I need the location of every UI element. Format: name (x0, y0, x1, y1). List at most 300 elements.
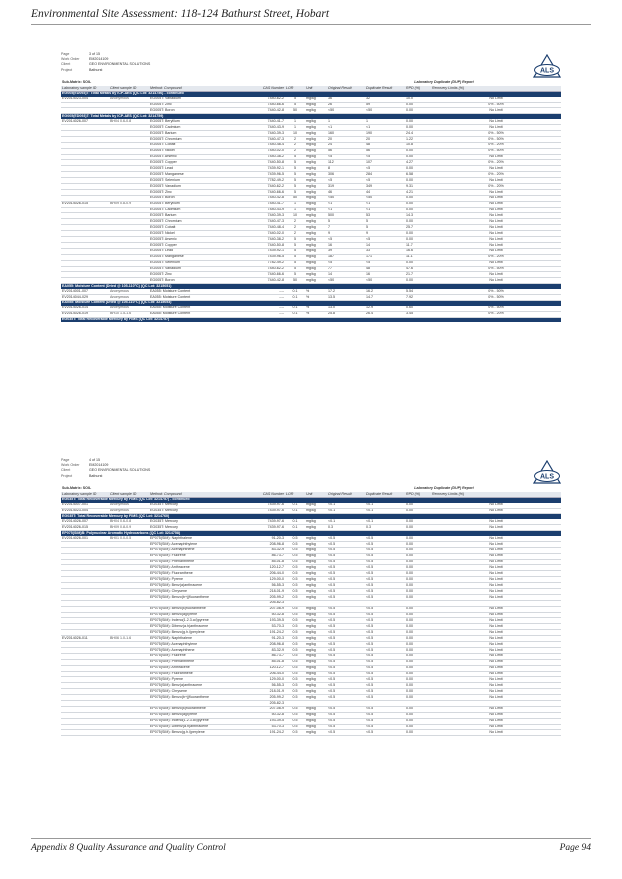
meta-value: EM2014109 (89, 463, 109, 468)
meta-key: Work Order (61, 463, 80, 468)
original-result: <0.5 (327, 642, 365, 648)
cas-number: 207-08-9 (235, 606, 285, 612)
lor: 0.5 (285, 565, 305, 571)
duplicate-report-heading: Laboratory Duplicate (DUP) Report (414, 80, 474, 84)
recovery-limits: No Limit (431, 577, 561, 583)
method-compound: EG035T: Mercury (149, 508, 235, 514)
lor: 0.5 (285, 594, 305, 600)
method-compound: EG035T: Mercury (149, 525, 235, 531)
recovery-limits: No Limit (431, 553, 561, 559)
recovery-limits: 0% - 20% (431, 184, 561, 190)
original-result: <0.5 (327, 636, 365, 642)
duplicate-result: <0.5 (365, 618, 405, 624)
cas-number: 53-70-3 (235, 624, 285, 630)
unit: mg/kg (305, 102, 327, 108)
client-sample-id (109, 730, 149, 736)
lor: 0.5 (285, 718, 305, 724)
method-compound: EP075(SIM): Acenaphthene (149, 547, 235, 553)
recovery-limits: No Limit (431, 712, 561, 718)
cas-number: ---- (235, 289, 285, 294)
rpd: 4.27 (405, 160, 431, 166)
recovery-limits: No Limit (431, 730, 561, 736)
original-result: <0.5 (327, 712, 365, 718)
lab-sample-id: EV2014023-004 (61, 97, 109, 102)
rpd: 0.00 (405, 618, 431, 624)
original-result: 5 (327, 219, 365, 225)
original-result: 25.8 (327, 311, 365, 317)
cas-number: 7440-50-8 (235, 160, 285, 166)
rpd: 0.00 (405, 541, 431, 547)
original-result: <0.5 (327, 553, 365, 559)
recovery-limits: No Limit (431, 647, 561, 653)
duplicate-result: 14.7 (365, 294, 405, 300)
cas-number: ---- (235, 311, 285, 317)
section-title: EG035T: Total Recoverable Mercury by FIMS (QC Lot: 3214757) (61, 317, 561, 322)
duplicate-result: 190 (365, 131, 405, 137)
recovery-limits: No Limit (431, 689, 561, 695)
cas-number: 7440-43-9 (235, 125, 285, 131)
duplicate-result: <0.5 (365, 577, 405, 583)
rpd: 0.00 (405, 612, 431, 618)
rpd: 0.00 (405, 594, 431, 600)
rpd: 0.00 (405, 260, 431, 266)
unit: mg/kg (305, 119, 327, 124)
report-meta (61, 458, 561, 486)
recovery-limits: No Limit (431, 519, 561, 524)
cas-number: 85-01-8 (235, 659, 285, 665)
recovery-limits: 0% - 50% (431, 131, 561, 137)
recovery-limits: No Limit (431, 677, 561, 683)
cas-number: 83-32-9 (235, 647, 285, 653)
cas-number: 7440-66-6 (235, 102, 285, 108)
method-compound: EP075(SIM): Acenaphthylene (149, 541, 235, 547)
duplicate-result: 349 (365, 184, 405, 190)
duplicate-result: 9 (365, 231, 405, 237)
original-result: 77 (327, 266, 365, 272)
original-result: 14 (327, 272, 365, 278)
sub-matrix-label: Sub-Matrix: SOIL (62, 80, 92, 84)
cas-number: 7440-47-3 (235, 219, 285, 225)
rpd: 0.00 (405, 642, 431, 648)
method-compound: EP075(SIM): Benzo(g.h.i)perylene (149, 730, 235, 736)
lor: 0.5 (285, 706, 305, 712)
lor: 0.1 (285, 503, 305, 508)
cas-number: 206-44-0 (235, 571, 285, 577)
lab-sample-id: EV2014026-001 (61, 536, 109, 541)
original-result: <0.5 (327, 630, 365, 636)
cas-number: 7439-92-1 (235, 248, 285, 254)
cas-number: 7440-42-8 (235, 195, 285, 201)
recovery-limits: No Limit (431, 189, 561, 195)
lor: 5 (285, 154, 305, 160)
cas-number: 7440-62-2 (235, 184, 285, 190)
duplicate-result: <0.5 (365, 636, 405, 642)
cas-number: 86-73-7 (235, 553, 285, 559)
lor: 0.5 (285, 642, 305, 648)
method-compound: EG005T: Beryllium (149, 119, 235, 124)
lor: 2 (285, 219, 305, 225)
duplicate-result: <0.5 (365, 671, 405, 677)
original-result: <0.5 (327, 577, 365, 583)
unit: mg/kg (305, 108, 327, 114)
unit: mg/kg (305, 594, 327, 600)
footer-appendix-label: Appendix 8 Quality Assurance and Quality Control (31, 843, 226, 853)
unit: mg/kg (305, 272, 327, 278)
cas-number: 7440-39-3 (235, 131, 285, 137)
unit: mg/kg (305, 577, 327, 583)
cas-number: 91-20-3 (235, 636, 285, 642)
recovery-limits: No Limit (431, 508, 561, 514)
unit: mg/kg (305, 706, 327, 712)
cas-number: 7439-97-6 (235, 519, 285, 524)
lor: 2 (285, 136, 305, 142)
rpd: 16.6 (405, 248, 431, 254)
unit: mg/kg (305, 730, 327, 736)
method-compound: EG005T: Arsenic (149, 237, 235, 243)
method-compound: EP075(SIM): Benzo(a)pyrene (149, 712, 235, 718)
rpd: 0.00 (405, 730, 431, 736)
original-result: 36 (327, 97, 365, 102)
duplicate-result: 16 (365, 272, 405, 278)
unit: mg/kg (305, 630, 327, 636)
recovery-limits: No Limit (431, 536, 561, 541)
lor: 0.5 (285, 624, 305, 630)
als-logo (533, 54, 561, 78)
unit: % (305, 306, 327, 311)
lab-sample-id: EV2014026-014 (61, 306, 109, 311)
method-compound: EP075(SIM): Indeno(1.2.3.cd)pyrene (149, 718, 235, 724)
lor: 5 (285, 260, 305, 266)
cas-number: 207-08-9 (235, 706, 285, 712)
unit: mg/kg (305, 254, 327, 260)
cas-number: 7440-02-0 (235, 231, 285, 237)
lor: 1 (285, 125, 305, 131)
duplicate-result: <1 (365, 201, 405, 207)
cas-number: 191-24-2 (235, 630, 285, 636)
duplicate-result: <0.5 (365, 606, 405, 612)
unit: mg/kg (305, 536, 327, 541)
lor: 5 (285, 178, 305, 184)
recovery-limits: No Limit (431, 612, 561, 618)
lor: 2 (285, 142, 305, 148)
recovery-limits: 0% - 50% (431, 289, 561, 294)
rpd: 0.00 (405, 589, 431, 595)
lab-sample-id: EV2014026-015 (61, 525, 109, 531)
cas-number: 7440-66-6 (235, 189, 285, 195)
original-result: <0.5 (327, 718, 365, 724)
original-result: <0.5 (327, 683, 365, 689)
recovery-limits: No Limit (431, 541, 561, 547)
unit: mg/kg (305, 231, 327, 237)
rpd: 5.54 (405, 289, 431, 294)
lor: 0.5 (285, 589, 305, 595)
unit: mg/kg (305, 541, 327, 547)
method-compound: EP075(SIM): Benzo(a)pyrene (149, 612, 235, 618)
rpd: 0.00 (405, 659, 431, 665)
original-result: 306 (327, 172, 365, 178)
original-result: <0.1 (327, 508, 365, 514)
lab-sample-id: EV2014007-001 (61, 503, 109, 508)
rpd: 47.6 (405, 266, 431, 272)
duplicate-result: <0.5 (365, 683, 405, 689)
recovery-limits: 0% - 50% (431, 306, 561, 311)
method-compound: EG005T: Barium (149, 213, 235, 219)
cas-number: 206-44-0 (235, 671, 285, 677)
header-rule (31, 24, 591, 25)
recovery-limits: 0% - 50% (431, 294, 561, 300)
method-compound: EG005T: Beryllium (149, 201, 235, 207)
recovery-limits: No Limit (431, 718, 561, 724)
duplicate-result: 44 (365, 189, 405, 195)
cas-number: 7782-49-2 (235, 260, 285, 266)
unit: mg/kg (305, 724, 327, 730)
rpd: 4.21 (405, 189, 431, 195)
duplicate-result: <0.5 (365, 689, 405, 695)
method-compound: EG035T: Mercury (149, 519, 235, 524)
rpd: 0.00 (405, 166, 431, 172)
method-compound: EG005T: Arsenic (149, 154, 235, 160)
duplicate-result: 0.3 (365, 525, 405, 531)
unit: mg/kg (305, 125, 327, 131)
recovery-limits: 0% - 50% (431, 148, 561, 154)
client-sample-id: BH04 0.6-0.8 (109, 119, 149, 124)
lor: 5 (285, 166, 305, 172)
duplicate-result: <0.5 (365, 612, 405, 618)
rpd: 11.7 (405, 242, 431, 248)
recovery-limits: No Limit (431, 97, 561, 102)
duplicate-result: <0.5 (365, 541, 405, 547)
method-compound: EP075(SIM): Benz(a)anthracene (149, 683, 235, 689)
duplicate-result: 32 (365, 97, 405, 102)
meta-value: Bathurst (89, 67, 103, 72)
recovery-limits: No Limit (431, 589, 561, 595)
method-compound: EP075(SIM): Chrysene (149, 589, 235, 595)
original-result: <0.5 (327, 659, 365, 665)
rpd: 0.00 (405, 154, 431, 160)
rpd: 0.00 (405, 647, 431, 653)
recovery-limits: No Limit (431, 642, 561, 648)
lor: 50 (285, 278, 305, 284)
unit: mg/kg (305, 671, 327, 677)
method-compound: EP075(SIM): Chrysene (149, 689, 235, 695)
cas-number: 208-96-8 (235, 541, 285, 547)
duplicate-result: <50 (365, 195, 405, 201)
method-compound: EG005T: Cobalt (149, 225, 235, 231)
rpd: 0.00 (405, 606, 431, 612)
client-sample-id: Anonymous (109, 306, 149, 311)
method-compound: EG005T: Zinc (149, 102, 235, 108)
cas-number: 7440-48-4 (235, 225, 285, 231)
original-result: <0.5 (327, 653, 365, 659)
unit: % (305, 311, 327, 317)
original-result: <5 (327, 154, 365, 160)
lor: 5 (285, 248, 305, 254)
method-compound: EP075(SIM): Dibenz(a.h)anthracene (149, 724, 235, 730)
lor: 0.5 (285, 577, 305, 583)
cas-number: 7440-62-2 (235, 97, 285, 102)
method-compound: EP075(SIM): Benzo(g.h.i)perylene (149, 630, 235, 636)
rpd: 24.4 (405, 131, 431, 137)
method-compound: EG005T: Copper (149, 160, 235, 166)
original-result: 26 (327, 102, 365, 108)
unit: mg/kg (305, 642, 327, 648)
lor: 0.5 (285, 583, 305, 589)
method-compound: EG005T: Vanadium (149, 184, 235, 190)
lor: 0.1 (285, 306, 305, 311)
lor: 0.5 (285, 541, 305, 547)
recovery-limits: No Limit (431, 125, 561, 131)
duplicate-result: <0.5 (365, 695, 405, 701)
rpd: 0.00 (405, 207, 431, 213)
unit: mg/kg (305, 677, 327, 683)
original-result: 13.0 (327, 306, 365, 311)
lor: 0.5 (285, 730, 305, 736)
footer-page-number: Page 94 (559, 843, 591, 853)
duplicate-result: <0.1 (365, 519, 405, 524)
rpd: 0.00 (405, 695, 431, 701)
original-result: <0.5 (327, 589, 365, 595)
lab-sample-id: EV2014026-019 (61, 311, 109, 317)
cas-number: 7440-48-4 (235, 142, 285, 148)
cas-number: 7440-62-2 (235, 266, 285, 272)
cas-number: 7440-39-3 (235, 213, 285, 219)
recovery-limits: No Limit (431, 671, 561, 677)
rpd: 0.00 (405, 519, 431, 524)
lor: 5 (285, 184, 305, 190)
method-compound: EG005T: Cadmium (149, 125, 235, 131)
recovery-limits: 0% - 50% (431, 266, 561, 272)
unit: mg/kg (305, 618, 327, 624)
column-header-unit: Unit (305, 86, 327, 91)
cas-number: 7440-43-9 (235, 207, 285, 213)
lor: 5 (285, 160, 305, 166)
original-result: <50 (327, 108, 365, 114)
original-result: <0.5 (327, 536, 365, 541)
lor: 50 (285, 108, 305, 114)
recovery-limits: No Limit (431, 260, 561, 266)
rpd: 0.00 (405, 689, 431, 695)
method-compound: EP075(SIM): Fluoranthene (149, 571, 235, 577)
unit: mg/kg (305, 142, 327, 148)
original-result: 46 (327, 189, 365, 195)
client-sample-id: BH04 0.6-0.8 (109, 519, 149, 524)
lor: 0.1 (285, 508, 305, 514)
unit: mg/kg (305, 659, 327, 665)
rpd: 0.00 (405, 665, 431, 671)
duplicate-result: <0.5 (365, 630, 405, 636)
lor: 0.5 (285, 683, 305, 689)
lor: 0.5 (285, 536, 305, 541)
method-compound: EA055: Moisture Content (149, 311, 235, 317)
recovery-limits: No Limit (431, 653, 561, 659)
lab-sample-id: EV2014023-004 (61, 508, 109, 514)
cas-number: 7439-97-6 (235, 503, 285, 508)
rpd: 0.00 (405, 231, 431, 237)
original-result: <0.1 (327, 519, 365, 524)
method-compound: EG005T: Boron (149, 278, 235, 284)
original-result: 1 (327, 119, 365, 124)
original-result: 8 (327, 166, 365, 172)
lor: 0.1 (285, 294, 305, 300)
column-header-lab-id: Laboratory sample ID (61, 86, 109, 91)
column-header-cas: CAS Number (235, 86, 285, 91)
original-result: <0.5 (327, 665, 365, 671)
unit: mg/kg (305, 136, 327, 142)
lor: 0.5 (285, 553, 305, 559)
meta-row (61, 474, 561, 479)
lor: 5 (285, 97, 305, 102)
column-header-dup: Duplicate Result (365, 492, 405, 497)
original-result: 16 (327, 242, 365, 248)
original-result: <0.5 (327, 547, 365, 553)
recovery-limits: No Limit (431, 242, 561, 248)
method-compound: EG005T: Lead (149, 166, 235, 172)
original-result: 24 (327, 142, 365, 148)
unit: mg/kg (305, 172, 327, 178)
unit: mg/kg (305, 565, 327, 571)
lab-sample-id: EV2014001-007 (61, 289, 109, 294)
original-result: <0.5 (327, 612, 365, 618)
method-compound: EP075(SIM): Acenaphthylene (149, 642, 235, 648)
method-compound: EP075(SIM): Benzo(b+j)fluoranthene (149, 594, 235, 600)
cas-number: 120-12-7 (235, 565, 285, 571)
lab-sample-id: EV2014044-029 (61, 294, 109, 300)
duplicate-result: 171 (365, 254, 405, 260)
method-compound: EG005T: Boron (149, 195, 235, 201)
cas-number: 91-20-3 (235, 536, 285, 541)
recovery-limits: 0% - 20% (431, 254, 561, 260)
rpd: 0.00 (405, 178, 431, 184)
unit: mg/kg (305, 606, 327, 612)
duplicate-result: <0.5 (365, 677, 405, 683)
column-header-rpd: RPD (%) (405, 86, 431, 91)
method-compound: EP075(SIM): Anthracene (149, 565, 235, 571)
section-title: EG005(ED093)T: Total Metals by ICP-AES (QC Lot: 3214759) (61, 114, 561, 119)
duplicate-result: 56 (365, 148, 405, 154)
duplicate-result: <5 (365, 237, 405, 243)
unit: mg/kg (305, 559, 327, 565)
recovery-limits: No Limit (431, 201, 561, 207)
rpd: 0.00 (405, 583, 431, 589)
section-title: EP075(SIM)B: Polynuclear Aromatic Hydrocarbons (QC Lot: 3214758) (61, 531, 561, 536)
method-compound: EG005T: Nickel (149, 231, 235, 237)
rpd: 0.00 (405, 636, 431, 642)
client-sample-id: BH09 0.8-0.9 (109, 525, 149, 531)
rpd: 0.00 (405, 503, 431, 508)
method-compound: EP075(SIM): Benzo(b+j)fluoranthene (149, 695, 235, 701)
duplicate-result: <0.5 (365, 565, 405, 571)
method-compound: EG005T: Barium (149, 131, 235, 137)
lor: 2 (285, 231, 305, 237)
original-result: <0.5 (327, 618, 365, 624)
method-compound: EP075(SIM): Benzo(k)fluoranthene (149, 606, 235, 612)
cas-number: ---- (235, 306, 285, 311)
original-result: <5 (327, 237, 365, 243)
lor: 1 (285, 207, 305, 213)
method-compound: EP075(SIM): Benz(a)anthracene (149, 583, 235, 589)
unit: mg/kg (305, 547, 327, 553)
duplicate-result: <5 (365, 178, 405, 184)
unit: mg/kg (305, 665, 327, 671)
section-title: EG035T: Total Recoverable Mercury by FIMS (QC Lot: 3214757) - continued (61, 497, 561, 502)
method-compound: EP075(SIM): Benzo(k)fluoranthene (149, 706, 235, 712)
method-compound: EA055: Moisture Content (149, 306, 235, 311)
original-result: <0.5 (327, 677, 365, 683)
cas-number-secondary: 205-82-3 (235, 600, 285, 606)
recovery-limits: No Limit (431, 166, 561, 172)
duplicate-result: 48 (365, 142, 405, 148)
cas-number: 218-01-9 (235, 589, 285, 595)
